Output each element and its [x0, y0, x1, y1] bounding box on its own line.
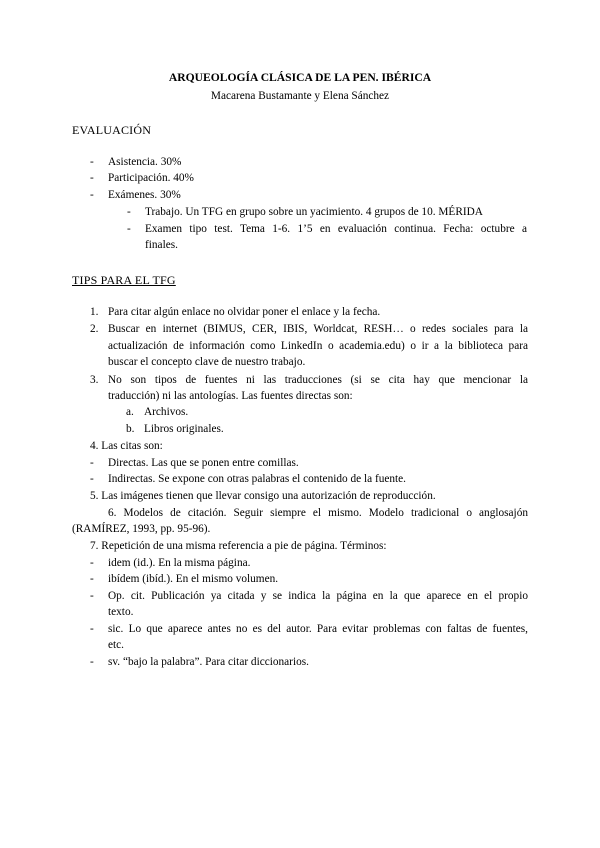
bullet: - [90, 656, 94, 668]
evaluacion-item-participacion: Participación. 40% [108, 172, 194, 184]
evaluacion-item-asistencia: Asistencia. 30% [108, 156, 182, 168]
sub-bullet: - [127, 206, 131, 218]
tip-item-4: 4. Las citas son: [90, 440, 163, 452]
tip-item-2-line1: Buscar en internet (BIMUS, CER, IBIS, Worldcat, RESH… o redes sociales para la [108, 323, 528, 335]
document-authors: Macarena Bustamante y Elena Sánchez [210, 90, 390, 102]
tip-item-7-sic-line1: sic. Lo que aparece antes no es del autor. Para evitar problemas con faltas de fuentes, [108, 623, 528, 635]
tip-item-1: Para citar algún enlace no olvidar poner el enlace y la fecha. [108, 306, 381, 318]
tip-item-7-sv: sv. “bajo la palabra”. Para citar diccionarios. [108, 656, 309, 668]
tip-item-3b: Libros originales. [144, 423, 224, 435]
list-number: 1. [90, 306, 99, 318]
tip-item-2-line2: actualización de información como LinkedIn o academia.edu) o ir a la biblioteca para [108, 340, 528, 352]
examenes-sub-trabajo: Trabajo. Un TFG en grupo sobre un yacimiento. 4 grupos de 10. MÉRIDA [145, 206, 483, 218]
tip-item-3-line1: No son tipos de fuentes ni las traducciones (si se cita hay que mencionar la [108, 374, 528, 386]
tip-item-3-line2: traducción) ni las antologías. Las fuentes directas son: [108, 390, 353, 402]
bullet: - [90, 473, 94, 485]
tip-item-7-sic-line2: etc. [108, 639, 124, 651]
tip-item-4-directas: Directas. Las que se ponen entre comillas. [108, 457, 299, 469]
tip-item-7-opcit-line1: Op. cit. Publicación ya citada y se indica la página en la que aparece en el propio [108, 590, 528, 602]
list-number: 3. [90, 374, 99, 386]
bullet: - [90, 557, 94, 569]
bullet: - [90, 457, 94, 469]
tip-item-7-opcit-line2: texto. [108, 606, 134, 618]
bullet: - [90, 172, 94, 184]
examenes-sub-test-line2: finales. [145, 239, 178, 251]
tip-item-3a: Archivos. [144, 406, 189, 418]
evaluacion-item-examenes: Exámenes. 30% [108, 189, 181, 201]
sublist-letter: b. [126, 423, 135, 435]
sub-bullet: - [127, 223, 131, 235]
tip-item-4-indirectas: Indirectas. Se expone con otras palabras el contenido de la fuente. [108, 473, 406, 485]
tip-item-6-line1: 6. Modelos de citación. Seguir siempre el mismo. Modelo tradicional o anglosajón [108, 507, 528, 519]
bullet: - [90, 156, 94, 168]
tip-item-7-ibidem: ibídem (ibíd.). En el mismo volumen. [108, 573, 279, 585]
tip-item-2-line3: buscar el concepto clave de nuestro trabajo. [108, 356, 306, 368]
bullet: - [90, 623, 94, 635]
tip-item-7-idem: idem (id.). En la misma página. [108, 557, 251, 569]
evaluacion-heading: EVALUACIÓN [72, 123, 152, 137]
document-title: ARQUEOLOGÍA CLÁSICA DE LA PEN. IBÉRICA [168, 71, 432, 84]
bullet: - [90, 590, 94, 602]
sublist-letter: a. [126, 406, 134, 418]
tips-heading: TIPS PARA EL TFG [72, 273, 176, 287]
tip-item-6-line2: (RAMÍREZ, 1993, pp. 95-96). [72, 523, 211, 535]
bullet: - [90, 189, 94, 201]
list-number: 2. [90, 323, 99, 335]
bullet: - [90, 573, 94, 585]
tip-item-7: 7. Repetición de una misma referencia a pie de página. Términos: [90, 540, 387, 552]
tip-item-5: 5. Las imágenes tienen que llevar consigo una autorización de reproducción. [90, 490, 436, 502]
examenes-sub-test-line1: Examen tipo test. Tema 1-6. 1’5 en evaluación continua. Fecha: octubre a [145, 223, 527, 235]
